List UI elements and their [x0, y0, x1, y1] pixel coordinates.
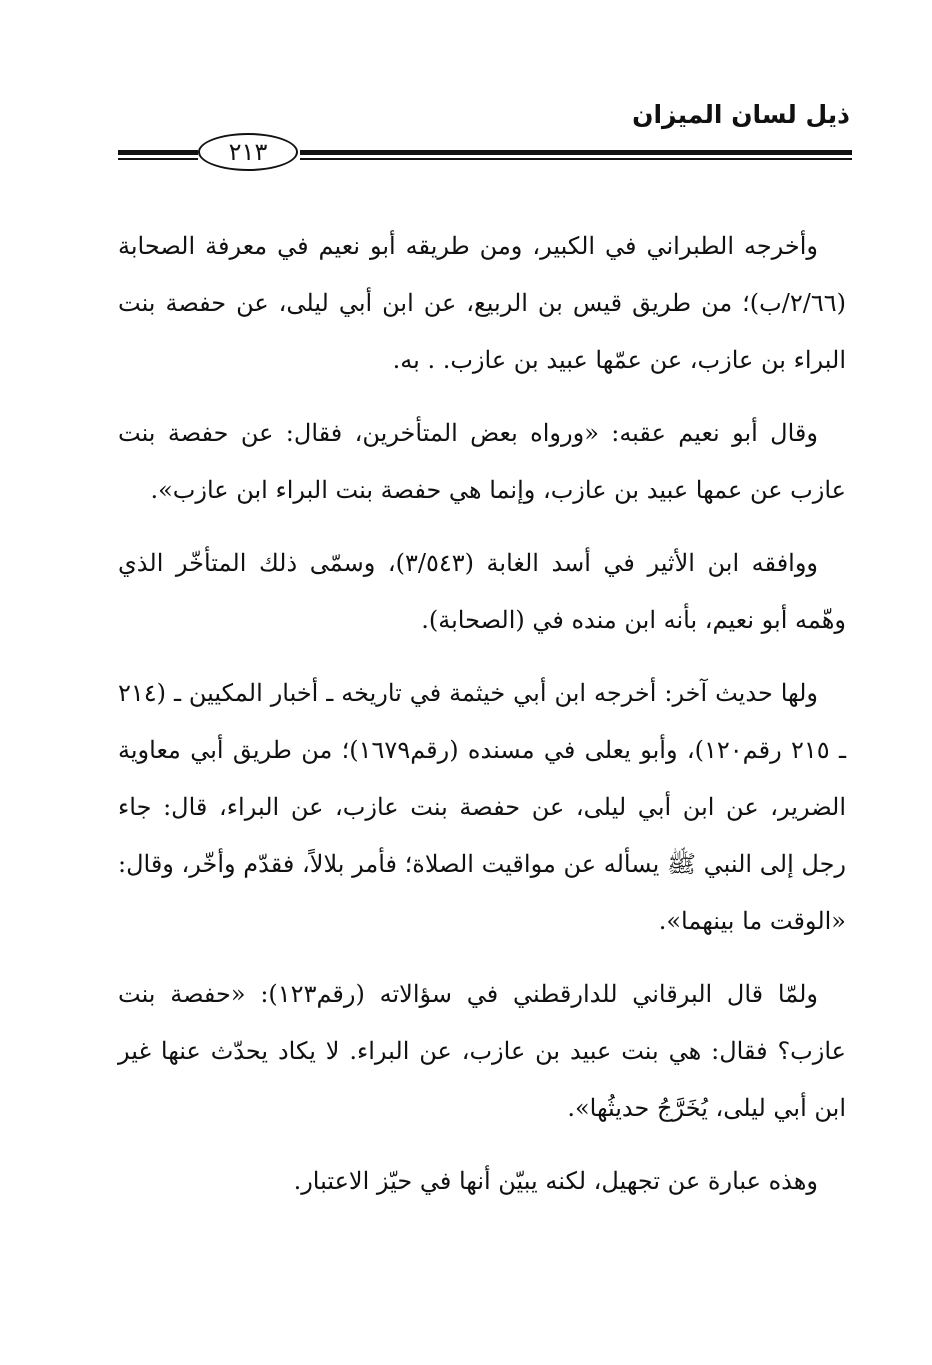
page-number: ٢١٣ [198, 133, 298, 171]
book-title: ذيل لسان الميزان [632, 100, 850, 129]
page-body [118, 218, 846, 1226]
paragraph: ولمّا قال البرقاني للدارقطني في سؤالاته (رقم١٢٣): «حفصة بنت عازب؟ فقال: هي بنت عبيد بن عازب، عن البراء. لا يكاد يحدّث عنها غير ابن أبي ليلى، يُخَرَّجُ حديثُها». [118, 980, 846, 1122]
paragraph: وهذه عبارة عن تجهيل، لكنه يبيّن أنها في حيّز الاعتبار. [293, 1167, 818, 1195]
header-rule-left [118, 148, 198, 162]
paragraph: وقال أبو نعيم عقبه: «ورواه بعض المتأخرين، فقال: عن حفصة بنت عازب عن عمها عبيد بن عازب، وإنما هي حفصة بنت البراء ابن عازب». [118, 419, 846, 504]
paragraph: ووافقه ابن الأثير في أسد الغابة (٣/٥٤٣)، وسمّى ذلك المتأخّر الذي وهّمه أبو نعيم، بأنه ابن منده في (الصحابة). [118, 549, 846, 634]
header-rule-right [300, 148, 852, 162]
paragraph: وأخرجه الطبراني في الكبير، ومن طريقه أبو نعيم في معرفة الصحابة (٢/٦٦/ب)؛ من طريق قيس بن الربيع، عن ابن أبي ليلى، عن حفصة بنت البراء بن عازب، عن عمّها عبيد بن عازب. . به. [118, 232, 846, 374]
paragraph: ولها حديث آخر: أخرجه ابن أبي خيثمة في تاريخه ـ أخبار المكيين ـ (٢١٤ ـ ٢١٥ رقم١٢٠)، وأبو يعلى في مسنده (رقم١٦٧٩)؛ من طريق أبي معاوية الضرير، عن ابن أبي ليلى، عن حفصة بنت عازب، عن البراء، قال: جاء رجل إلى النبي ﷺ يسأله عن مواقيت الصلاة؛ فأمر بلالاً، فقدّم وأخّر، وقال: «الوقت ما بينهما». [118, 679, 847, 935]
